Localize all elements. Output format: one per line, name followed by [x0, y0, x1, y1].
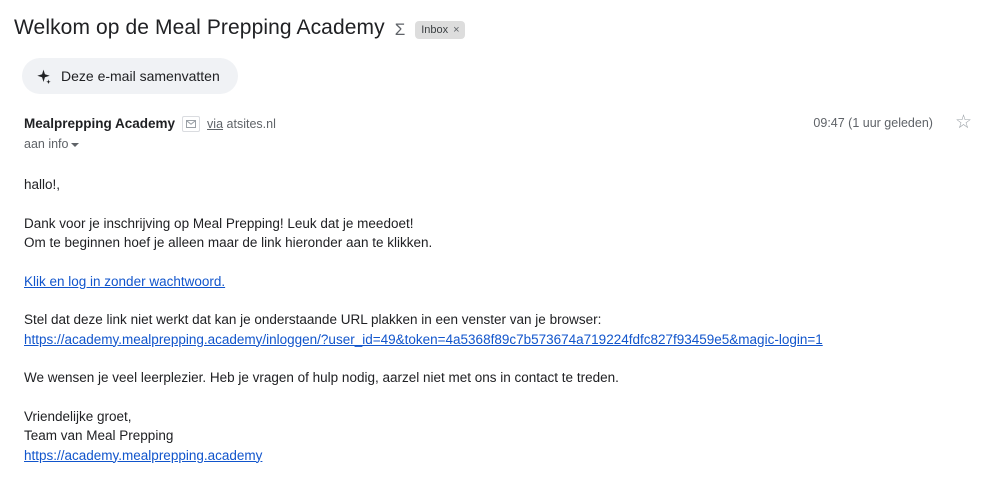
sender-name[interactable]: Mealprepping Academy — [24, 116, 176, 131]
academy-homepage-link[interactable]: https://academy.mealprepping.academy — [24, 447, 263, 463]
sigma-icon: Σ — [394, 19, 406, 39]
spacer — [24, 388, 972, 407]
sender-info — [24, 115, 813, 151]
message-meta — [813, 112, 972, 134]
via-domain: atsites.nl — [226, 117, 276, 131]
recipient-toggle[interactable] — [24, 137, 813, 151]
via-word: via — [207, 117, 224, 131]
signature-url-line — [24, 446, 972, 466]
recipient-label: aan info — [24, 137, 69, 151]
summarize-button-label: Deze e-mail samenvatten — [61, 68, 220, 84]
subject-row — [12, 12, 972, 42]
page-title: Welkom op de Meal Prepping Academy — [14, 16, 385, 39]
body-closing: We wensen je veel leerplezier. Heb je vragen of hulp nodig, aarzel niet met ons in contact te treden. — [24, 370, 619, 385]
signoff-line-1: Vriendelijke groet, — [24, 408, 132, 424]
body-paragraph-1-line-1: Dank voor je inschrijving op Meal Prepping! Leuk dat je meedoet! — [24, 215, 414, 231]
timestamp: 09:47 (1 uur geleden) — [813, 116, 933, 130]
body-fallback-intro: Stel dat deze link niet werkt dat kan je onderstaande URL plakken in een venster van je browser: — [24, 312, 602, 327]
via-label — [207, 115, 276, 133]
login-link-line — [24, 272, 972, 292]
summarize-row — [12, 58, 972, 94]
close-icon[interactable]: × — [453, 24, 460, 36]
email-body — [12, 175, 972, 465]
body-greeting: hallo!, — [24, 177, 61, 192]
spacer — [24, 195, 972, 214]
summarize-email-button[interactable] — [22, 58, 238, 94]
fallback-url-line — [24, 330, 972, 350]
label-chip-inbox[interactable] — [415, 21, 464, 39]
sender-row — [12, 112, 972, 151]
sender-line — [24, 115, 813, 133]
spacer — [24, 349, 972, 368]
sparkle-icon — [36, 69, 51, 84]
label-chip-text: Inbox — [421, 24, 449, 36]
star-icon[interactable]: ☆ — [954, 112, 972, 133]
body-paragraph-1-line-2: Om te beginnen hoef je alleen maar de link hieronder aan te klikken. — [24, 235, 433, 250]
magic-login-url-link[interactable]: https://academy.mealprepping.academy/inloggen/?user_id=49&token=4a5368f89c7b573674a719224fdfc827f93459e5&magic-login=1 — [24, 331, 823, 347]
spacer — [24, 253, 972, 272]
spacer — [24, 291, 972, 310]
chevron-down-icon[interactable] — [71, 143, 79, 147]
passwordless-login-link[interactable]: Klik en log in zonder wachtwoord. — [24, 273, 226, 289]
signoff-line-2: Team van Meal Prepping — [24, 428, 174, 443]
mailed-by-icon — [182, 116, 200, 132]
